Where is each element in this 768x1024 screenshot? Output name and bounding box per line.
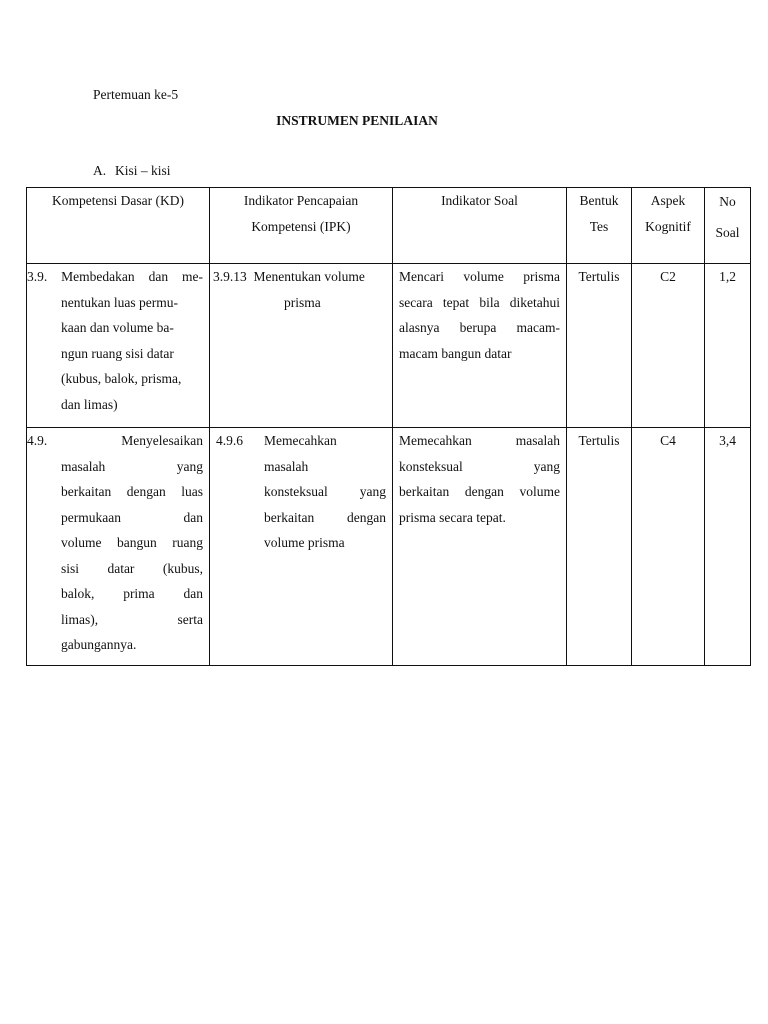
cell-kd: 4.9. Menyelesaikan masalah yang berkaitan dengan luas permukaan dan volume bangun ruang sisi datar (kubus, balok, prima dan limas), serta gabungannya. (27, 428, 210, 666)
cell-no-soal: 1,2 (705, 264, 751, 428)
cell-no-soal: 3,4 (705, 428, 751, 666)
cell-kd: 3.9. Membedakan dan me- nentukan luas permu- kaan dan volume ba- ngun ruang sisi datar (kubus, balok, prisma, dan limas) (27, 264, 210, 428)
cell-aspek-kognitif: C2 (632, 264, 705, 428)
cell-indikator-soal: Mencari volume prisma secara tepat bila diketahui alasnya berupa macam- macam bangun datar (393, 264, 567, 428)
section-heading (93, 163, 171, 179)
table-row (27, 264, 751, 428)
cell-bentuk-tes: Tertulis (567, 428, 632, 666)
cell-ipk: 4.9.6 Memecahkan masalah konsteksual yang berkaitan dengan volume prisma (210, 428, 393, 666)
meeting-label: Pertemuan ke-5 (93, 87, 179, 102)
page-title: INSTRUMEN PENILAIAN (276, 113, 438, 128)
section-number: A. (93, 163, 107, 178)
cell-indikator-soal: Memecahkan masalah konsteksual yang berkaitan dengan volume prisma secara tepat. (393, 428, 567, 666)
cell-aspek-kognitif: C4 (632, 428, 705, 666)
header-bentuk-tes: Bentuk Tes (567, 188, 632, 264)
cell-ipk: 3.9.13 Menentukan volume prisma (210, 264, 393, 428)
assessment-grid-table (26, 187, 751, 666)
table-header-row (27, 188, 751, 264)
table-row (27, 428, 751, 666)
header-no-soal: No Soal (705, 188, 751, 264)
header-aspek-kognitif: Aspek Kognitif (632, 188, 705, 264)
header-ipk: Indikator Pencapaian Kompetensi (IPK) (210, 188, 393, 264)
section-label: Kisi – kisi (115, 163, 171, 178)
header-kd: Kompetensi Dasar (KD) (27, 188, 210, 264)
cell-bentuk-tes: Tertulis (567, 264, 632, 428)
header-indikator-soal: Indikator Soal (393, 188, 567, 264)
